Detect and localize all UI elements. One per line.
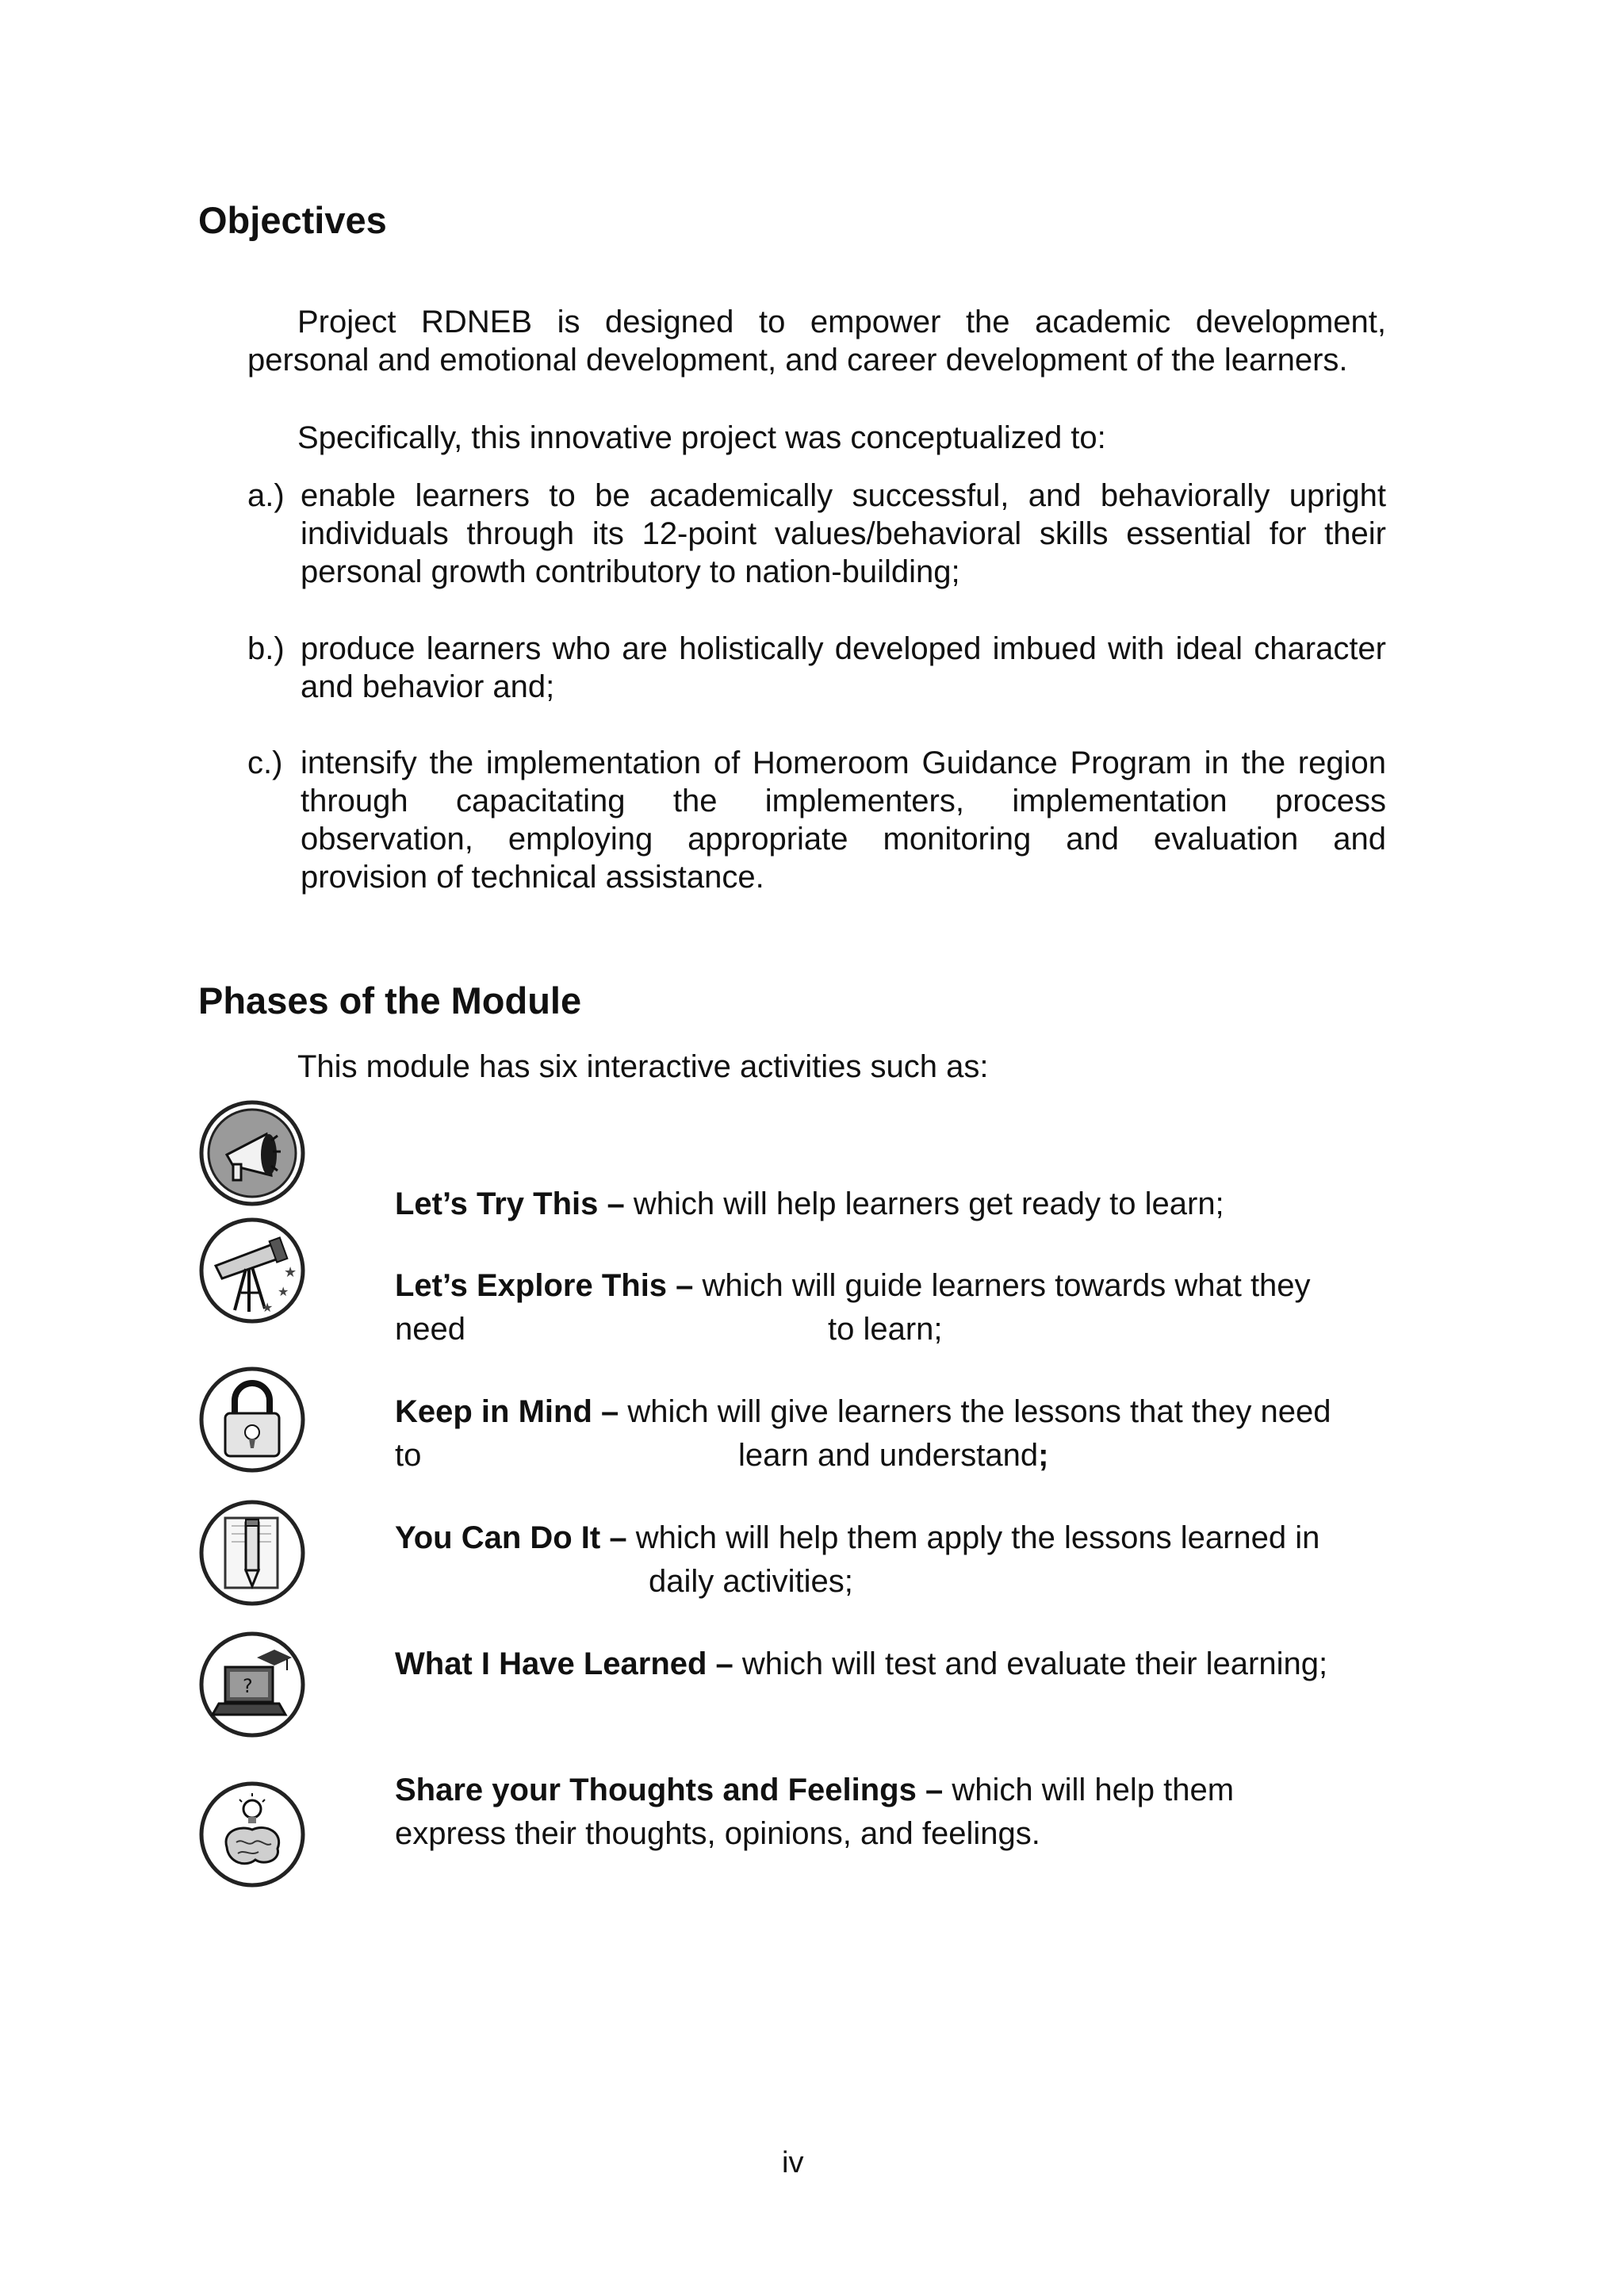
item-a-line-2: individuals through its 12-point values/behavioral skills essential for their <box>301 516 1386 551</box>
activity-3-line2a: to <box>395 1438 422 1473</box>
item-b-label: b.) <box>247 631 285 666</box>
phases-heading: Phases of the Module <box>198 979 582 1022</box>
item-a-line-1: enable learners to be academically successful, and behaviorally upright <box>301 478 1386 513</box>
megaphone-icon <box>198 1099 306 1207</box>
activity-1-title: Let’s Try This – <box>395 1186 625 1221</box>
activity-6 <box>395 1769 1234 1812</box>
activity-5-title: What I Have Learned – <box>395 1646 733 1681</box>
activity-2-title: Let’s Explore This – <box>395 1268 694 1303</box>
item-c-line-2: through capacitating the implementers, implementation process <box>301 784 1386 818</box>
item-b-line-1: produce learners who are holistically developed imbued with ideal character <box>301 631 1386 666</box>
padlock-icon <box>198 1366 306 1474</box>
activity-3-line2b-text: learn and understand <box>738 1438 1039 1473</box>
activity-4-line2: daily activities; <box>649 1564 853 1599</box>
item-c-line-4: provision of technical assistance. <box>301 860 764 895</box>
activity-4 <box>395 1516 1320 1560</box>
item-c-label: c.) <box>247 746 283 780</box>
activity-2-line2b: to learn; <box>828 1312 943 1347</box>
pencil-paper-icon <box>198 1499 306 1607</box>
activity-6-text: which will help them <box>943 1773 1235 1807</box>
item-a-line-3: personal growth contributory to nation-building; <box>301 554 960 589</box>
activity-5 <box>395 1642 1327 1686</box>
objectives-lead: Specifically, this innovative project was conceptualized to: <box>297 420 1106 455</box>
activity-2-text: which will guide learners towards what they <box>693 1268 1311 1303</box>
activity-6-title: Share your Thoughts and Feelings – <box>395 1773 944 1807</box>
activity-2 <box>395 1264 1311 1308</box>
svg-text:★: ★ <box>278 1284 289 1299</box>
intro-line-1: Project RDNEB is designed to empower the academic development, <box>297 305 1386 339</box>
activity-3-text: which will give learners the lessons that they need <box>619 1394 1331 1429</box>
telescope-icon <box>198 1217 306 1324</box>
activity-1-text: which will help learners get ready to learn; <box>624 1186 1224 1221</box>
svg-text:★: ★ <box>262 1300 274 1315</box>
page-number: iv <box>782 2146 804 2179</box>
laptop-graduation-icon <box>198 1631 306 1738</box>
item-b-line-2: and behavior and; <box>301 669 555 704</box>
activity-1 <box>395 1182 1224 1226</box>
item-a-label: a.) <box>247 478 285 513</box>
activity-3 <box>395 1390 1331 1434</box>
svg-text:?: ? <box>243 1675 253 1697</box>
intro-line-2: personal and emotional development, and career development of the learners. <box>247 343 1348 378</box>
item-c-line-3: observation, employing appropriate monitoring and evaluation and <box>301 822 1386 857</box>
activity-4-text: which will help them apply the lessons learned in <box>626 1520 1320 1555</box>
activity-2-line2a: need <box>395 1312 465 1347</box>
activity-3-semicolon: ; <box>1038 1438 1049 1473</box>
svg-text:★: ★ <box>284 1264 297 1281</box>
activity-6-line2: express their thoughts, opinions, and feelings. <box>395 1816 1040 1851</box>
activity-3-line2b <box>738 1434 1048 1478</box>
brain-lightbulb-icon <box>198 1780 306 1888</box>
objectives-heading: Objectives <box>198 199 387 241</box>
activity-3-title: Keep in Mind – <box>395 1394 619 1429</box>
activity-5-text: which will test and evaluate their learning; <box>733 1646 1328 1681</box>
phases-intro: This module has six interactive activities such as: <box>297 1049 989 1084</box>
item-c-line-1: intensify the implementation of Homeroom Guidance Program in the region <box>301 746 1386 780</box>
activity-4-title: You Can Do It – <box>395 1520 627 1555</box>
